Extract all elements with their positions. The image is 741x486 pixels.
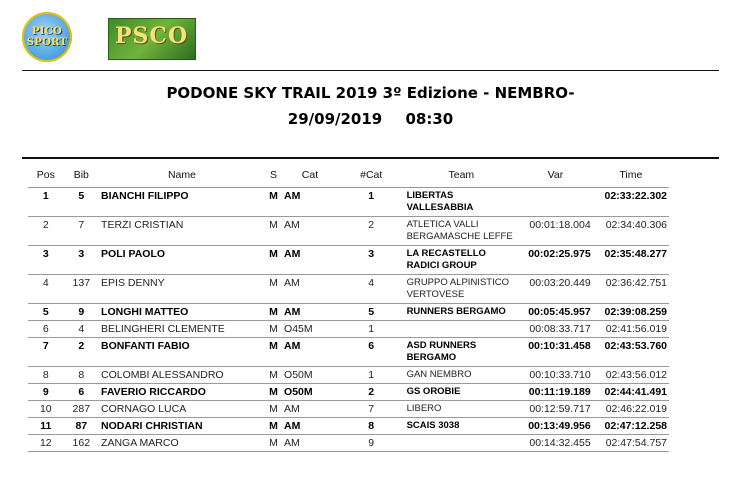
table-row (28, 338, 669, 367)
title-divider (22, 157, 719, 159)
row-time: 02:47:54.757 (593, 435, 669, 452)
row-pos: 4 (28, 275, 64, 304)
row-pos: 2 (28, 217, 64, 246)
header-ncat: #Cat (360, 169, 383, 181)
row-name: BIANCHI FILIPPO (99, 188, 265, 217)
row-team: GRUPPO ALPINISTICO VERTOVESE (405, 275, 519, 304)
row-time: 02:36:42.751 (593, 275, 669, 304)
row-team: ATLETICA VALLI BERGAMASCHE LEFFE (405, 217, 519, 246)
row-sex: M (265, 275, 282, 304)
row-cat: AM (282, 418, 338, 435)
row-var: 00:10:31.458 (518, 338, 593, 367)
row-cat: AM (282, 217, 338, 246)
row-pos: 6 (28, 321, 64, 338)
row-time: 02:47:12.258 (593, 418, 669, 435)
row-name: BELINGHERI CLEMENTE (99, 321, 265, 338)
header-divider (22, 70, 719, 71)
row-name: ZANGA MARCO (99, 435, 265, 452)
table-row (28, 304, 669, 321)
row-pos: 10 (28, 401, 64, 418)
row-team: GS OROBIE (405, 384, 519, 401)
row-team: ASD RUNNERS BERGAMO (405, 338, 519, 367)
row-ncat: 7 (338, 401, 405, 418)
row-bib: 162 (64, 435, 99, 452)
row-cat: AM (282, 435, 338, 452)
row-var (518, 188, 593, 217)
event-start-time: 08:30 (405, 110, 454, 128)
pico-sport-logo-line2: SPORT (26, 37, 68, 48)
row-name: BONFANTI FABIO (99, 338, 265, 367)
row-team: GAN NEMBRO (405, 367, 519, 384)
row-sex: M (265, 217, 282, 246)
row-var: 00:08:33.717 (518, 321, 593, 338)
row-ncat: 5 (338, 304, 405, 321)
row-pos: 12 (28, 435, 64, 452)
results-header-row (28, 166, 669, 188)
row-time: 02:39:08.259 (593, 304, 669, 321)
row-bib: 3 (64, 246, 99, 275)
row-var: 00:10:33.710 (518, 367, 593, 384)
row-team (405, 321, 519, 338)
row-team: LIBERO (405, 401, 519, 418)
row-sex: M (265, 384, 282, 401)
row-time: 02:41:56.019 (593, 321, 669, 338)
row-pos: 8 (28, 367, 64, 384)
row-cat: AM (282, 338, 338, 367)
row-sex: M (265, 188, 282, 217)
pico-sport-logo-line1: PICO (31, 26, 63, 37)
header-time: Time (619, 169, 643, 181)
row-time: 02:35:48.277 (593, 246, 669, 275)
row-ncat: 2 (338, 217, 405, 246)
header-var: Var (547, 169, 564, 181)
header-bib: Bib (73, 169, 89, 181)
row-sex: M (265, 435, 282, 452)
pico-sport-logo (22, 12, 72, 62)
row-time: 02:43:56.012 (593, 367, 669, 384)
podone-logo (108, 18, 196, 60)
row-time: 02:33:22.302 (593, 188, 669, 217)
results-table (28, 166, 669, 452)
header-team: Team (448, 169, 475, 181)
row-ncat: 2 (338, 384, 405, 401)
row-time: 02:34:40.306 (593, 217, 669, 246)
row-team (405, 435, 519, 452)
header-sex: S (269, 169, 277, 181)
header-cat: Cat (301, 169, 319, 181)
row-ncat: 4 (338, 275, 405, 304)
row-sex: M (265, 321, 282, 338)
table-row (28, 384, 669, 401)
row-team: LIBERTAS VALLESABBIA (405, 188, 519, 217)
row-ncat: 1 (338, 367, 405, 384)
row-sex: M (265, 418, 282, 435)
row-pos: 9 (28, 384, 64, 401)
table-row (28, 418, 669, 435)
row-bib: 6 (64, 384, 99, 401)
row-bib: 8 (64, 367, 99, 384)
header-name: Name (167, 169, 196, 181)
table-row (28, 217, 669, 246)
table-row (28, 275, 669, 304)
row-pos: 1 (28, 188, 64, 217)
table-row (28, 367, 669, 384)
row-sex: M (265, 367, 282, 384)
table-row (28, 401, 669, 418)
row-name: COLOMBI ALESSANDRO (99, 367, 265, 384)
row-ncat: 1 (338, 321, 405, 338)
row-sex: M (265, 401, 282, 418)
row-var: 00:02:25.975 (518, 246, 593, 275)
header-pos: Pos (36, 169, 55, 181)
row-ncat: 1 (338, 188, 405, 217)
row-bib: 9 (64, 304, 99, 321)
row-var: 00:01:18.004 (518, 217, 593, 246)
header-logos (0, 0, 741, 70)
row-sex: M (265, 246, 282, 275)
row-team: RUNNERS BERGAMO (405, 304, 519, 321)
row-pos: 7 (28, 338, 64, 367)
row-ncat: 9 (338, 435, 405, 452)
row-var: 00:13:49.956 (518, 418, 593, 435)
row-name: NODARI CHRISTIAN (99, 418, 265, 435)
row-ncat: 3 (338, 246, 405, 275)
table-row (28, 188, 669, 217)
row-var: 00:12:59.717 (518, 401, 593, 418)
row-pos: 11 (28, 418, 64, 435)
event-datetime (0, 110, 741, 128)
row-cat: O50M (282, 367, 338, 384)
row-cat: AM (282, 275, 338, 304)
row-bib: 287 (64, 401, 99, 418)
table-row (28, 246, 669, 275)
row-ncat: 6 (338, 338, 405, 367)
row-bib: 87 (64, 418, 99, 435)
row-cat: AM (282, 188, 338, 217)
row-name: POLI PAOLO (99, 246, 265, 275)
row-pos: 3 (28, 246, 64, 275)
row-bib: 137 (64, 275, 99, 304)
row-time: 02:43:53.760 (593, 338, 669, 367)
row-bib: 2 (64, 338, 99, 367)
row-var: 00:05:45.957 (518, 304, 593, 321)
row-team: LA RECASTELLO RADICI GROUP (405, 246, 519, 275)
row-bib: 7 (64, 217, 99, 246)
row-var: 00:03:20.449 (518, 275, 593, 304)
row-name: EPIS DENNY (99, 275, 265, 304)
row-sex: M (265, 304, 282, 321)
row-sex: M (265, 338, 282, 367)
row-cat: O50M (282, 384, 338, 401)
row-name: LONGHI MATTEO (99, 304, 265, 321)
row-name: CORNAGO LUCA (99, 401, 265, 418)
row-team: SCAIS 3038 (405, 418, 519, 435)
row-time: 02:46:22.019 (593, 401, 669, 418)
row-cat: AM (282, 304, 338, 321)
row-name: FAVERIO RICCARDO (99, 384, 265, 401)
row-ncat: 8 (338, 418, 405, 435)
row-cat: AM (282, 401, 338, 418)
table-row (28, 321, 669, 338)
table-row (28, 435, 669, 452)
event-title: PODONE SKY TRAIL 2019 3º Edizione - NEMBRO- (166, 84, 575, 102)
row-bib: 4 (64, 321, 99, 338)
row-var: 00:14:32.455 (518, 435, 593, 452)
row-bib: 5 (64, 188, 99, 217)
row-cat: AM (282, 246, 338, 275)
results-body (28, 188, 669, 452)
event-date: 29/09/2019 (287, 110, 383, 128)
podone-logo-text: PSCO (115, 23, 189, 49)
row-pos: 5 (28, 304, 64, 321)
row-var: 00:11:19.189 (518, 384, 593, 401)
row-time: 02:44:41.491 (593, 384, 669, 401)
row-cat: O45M (282, 321, 338, 338)
row-name: TERZI CRISTIAN (99, 217, 265, 246)
